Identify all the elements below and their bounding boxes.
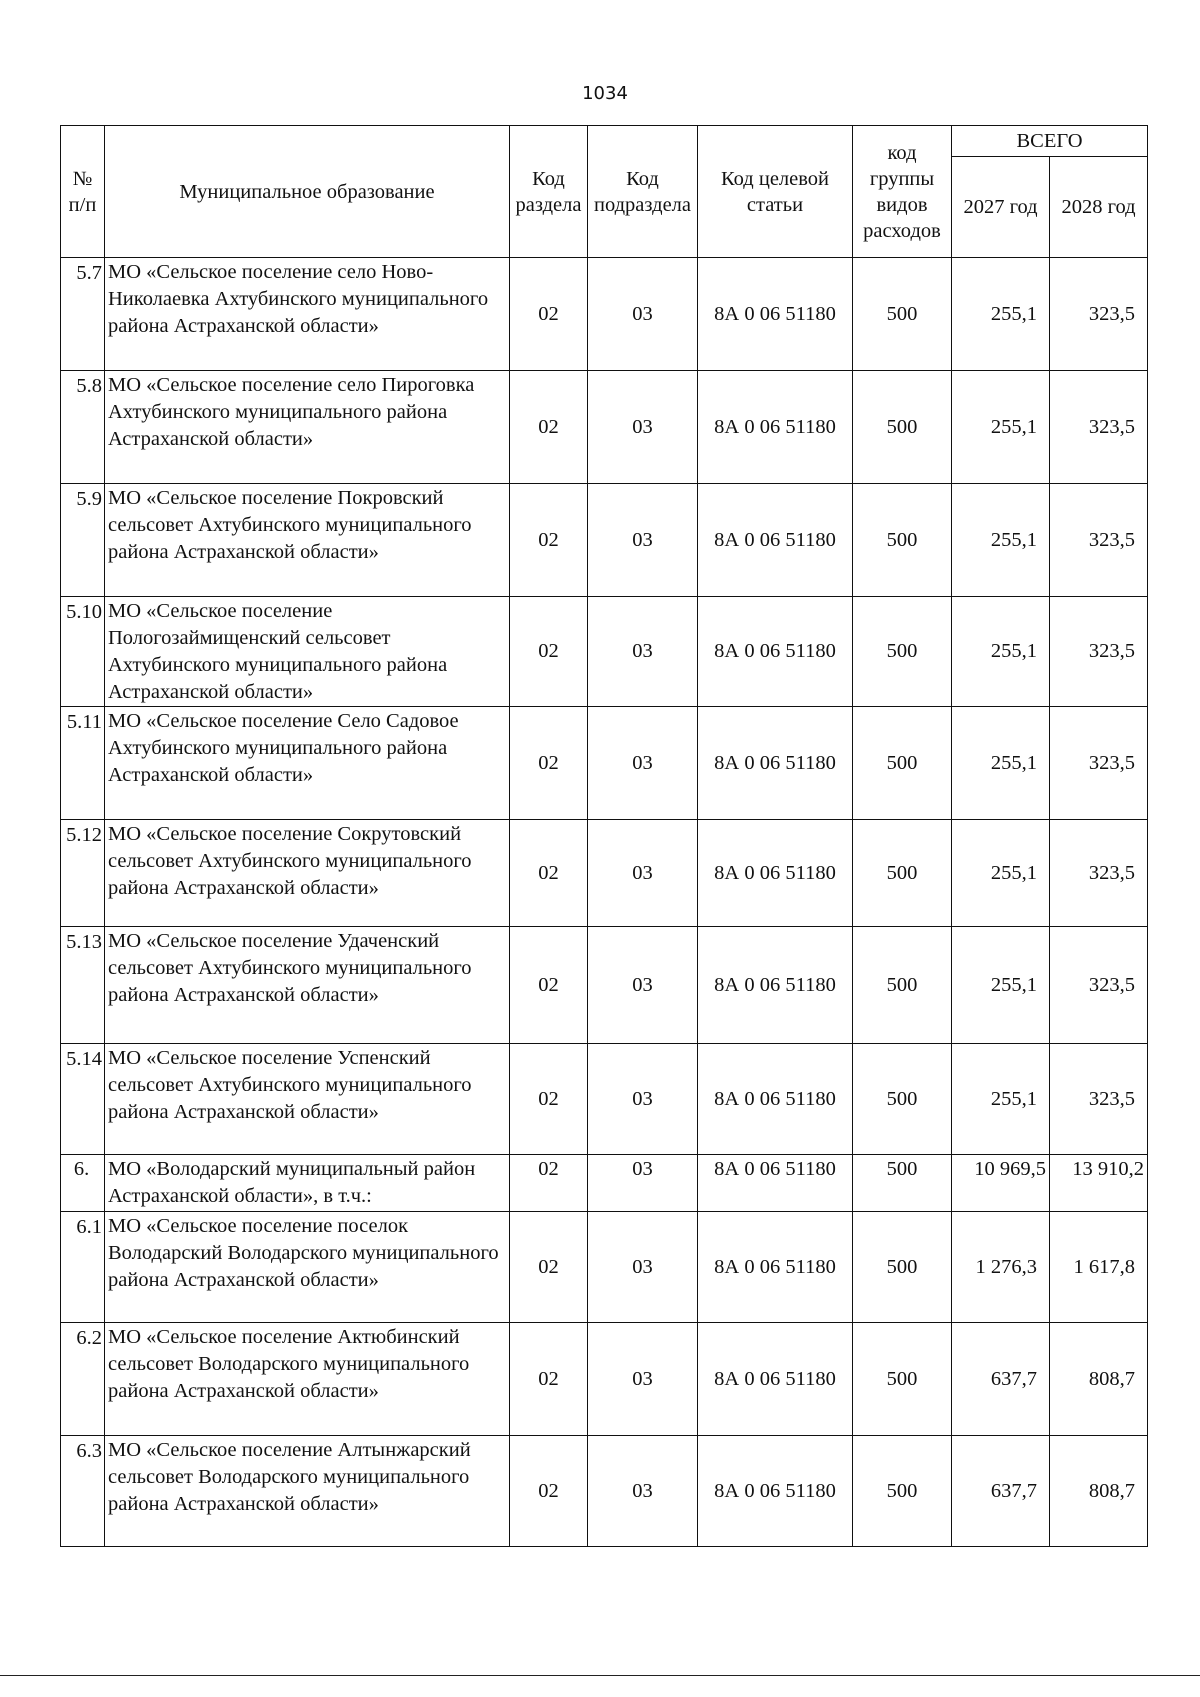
row-name: МО «Сельское поселение Сокрутовский сельсовет Ахтубинского муниципального района Астраханской области» xyxy=(105,820,510,927)
row-name: МО «Сельское поселение село Ново-Николаевка Ахтубинского муниципального района Астраханской области» xyxy=(105,258,510,371)
row-2028: 323,5 xyxy=(1050,484,1148,597)
row-name: МО «Сельское поселение село Пироговка Ахтубинского муниципального района Астраханской области» xyxy=(105,371,510,484)
row-razdel: 02 xyxy=(510,927,588,1044)
budget-table xyxy=(60,125,1148,1547)
table-row xyxy=(61,1436,1148,1547)
row-razdel: 02 xyxy=(510,1323,588,1436)
row-kcs: 8А 0 06 51180 xyxy=(698,484,853,597)
row-num: 5.7 xyxy=(61,258,105,371)
row-kvr: 500 xyxy=(853,707,952,820)
header-kvr: код группы видов расходов xyxy=(853,126,952,258)
row-2028: 323,5 xyxy=(1050,371,1148,484)
header-razdel: Код раздела xyxy=(510,126,588,258)
row-num: 6.2 xyxy=(61,1323,105,1436)
row-kcs: 8А 0 06 51180 xyxy=(698,371,853,484)
row-2027: 255,1 xyxy=(952,707,1050,820)
row-2028: 808,7 xyxy=(1050,1436,1148,1547)
row-kvr: 500 xyxy=(853,1212,952,1323)
row-razdel: 02 xyxy=(510,1212,588,1323)
row-num: 5.10 xyxy=(61,597,105,707)
row-podrazdel: 03 xyxy=(588,1044,698,1155)
row-name: МО «Сельское поселение Село Садовое Ахтубинского муниципального района Астраханской области» xyxy=(105,707,510,820)
row-2028: 13 910,2 xyxy=(1050,1155,1148,1212)
row-num: 5.12 xyxy=(61,820,105,927)
row-kvr: 500 xyxy=(853,258,952,371)
row-podrazdel: 03 xyxy=(588,820,698,927)
row-2027: 255,1 xyxy=(952,258,1050,371)
row-podrazdel: 03 xyxy=(588,1436,698,1547)
header-name: Муниципальное образование xyxy=(105,126,510,258)
row-podrazdel: 03 xyxy=(588,371,698,484)
row-razdel: 02 xyxy=(510,820,588,927)
row-podrazdel: 03 xyxy=(588,484,698,597)
row-2027: 10 969,5 xyxy=(952,1155,1050,1212)
row-kcs: 8А 0 06 51180 xyxy=(698,1044,853,1155)
table-row xyxy=(61,1323,1148,1436)
row-num: 5.14 xyxy=(61,1044,105,1155)
row-name: МО «Сельское поселение Успенский сельсовет Ахтубинского муниципального района Астраханской области» xyxy=(105,1044,510,1155)
row-kvr: 500 xyxy=(853,371,952,484)
header-num: № п/п xyxy=(61,126,105,258)
row-kcs: 8А 0 06 51180 xyxy=(698,597,853,707)
row-razdel: 02 xyxy=(510,258,588,371)
row-kvr: 500 xyxy=(853,820,952,927)
row-razdel: 02 xyxy=(510,1044,588,1155)
row-kvr: 500 xyxy=(853,1436,952,1547)
row-kcs: 8А 0 06 51180 xyxy=(698,258,853,371)
header-2027: 2027 год xyxy=(952,157,1050,258)
row-kvr: 500 xyxy=(853,484,952,597)
row-2027: 255,1 xyxy=(952,927,1050,1044)
row-num: 5.11 xyxy=(61,707,105,820)
table-row-summary xyxy=(61,1155,1148,1212)
row-razdel: 02 xyxy=(510,1436,588,1547)
row-razdel: 02 xyxy=(510,1155,588,1212)
row-2027: 255,1 xyxy=(952,1044,1050,1155)
row-kcs: 8А 0 06 51180 xyxy=(698,1155,853,1212)
header-podrazdel: Код подраздела xyxy=(588,126,698,258)
row-2027: 255,1 xyxy=(952,597,1050,707)
row-name: МО «Сельское поселение поселок Володарский Володарского муниципального района Астраханской области» xyxy=(105,1212,510,1323)
row-razdel: 02 xyxy=(510,597,588,707)
row-2028: 323,5 xyxy=(1050,707,1148,820)
row-podrazdel: 03 xyxy=(588,1155,698,1212)
table-row xyxy=(61,707,1148,820)
row-podrazdel: 03 xyxy=(588,707,698,820)
header-vsego: ВСЕГО xyxy=(952,126,1148,157)
row-kcs: 8А 0 06 51180 xyxy=(698,1436,853,1547)
row-2028: 323,5 xyxy=(1050,927,1148,1044)
row-kvr: 500 xyxy=(853,597,952,707)
row-name: МО «Сельское поселение Пологозаймищенский сельсовет Ахтубинского муниципального района Астраханской области» xyxy=(105,597,510,707)
row-kcs: 8А 0 06 51180 xyxy=(698,1323,853,1436)
row-kvr: 500 xyxy=(853,1044,952,1155)
row-podrazdel: 03 xyxy=(588,1323,698,1436)
row-2028: 323,5 xyxy=(1050,1044,1148,1155)
table-row xyxy=(61,820,1148,927)
row-2027: 1 276,3 xyxy=(952,1212,1050,1323)
row-name: МО «Володарский муниципальный район Астраханской области», в т.ч.: xyxy=(105,1155,510,1212)
row-podrazdel: 03 xyxy=(588,258,698,371)
row-razdel: 02 xyxy=(510,484,588,597)
header-row-1 xyxy=(61,126,1148,157)
row-2027: 637,7 xyxy=(952,1323,1050,1436)
row-podrazdel: 03 xyxy=(588,597,698,707)
row-kvr: 500 xyxy=(853,1323,952,1436)
row-num: 5.8 xyxy=(61,371,105,484)
row-num: 5.13 xyxy=(61,927,105,1044)
page-number: 1034 xyxy=(582,83,628,104)
table-row xyxy=(61,258,1148,371)
row-name: МО «Сельское поселение Удаченский сельсовет Ахтубинского муниципального района Астраханской области» xyxy=(105,927,510,1044)
row-2027: 255,1 xyxy=(952,484,1050,597)
row-num: 6.1 xyxy=(61,1212,105,1323)
row-razdel: 02 xyxy=(510,707,588,820)
table-row xyxy=(61,484,1148,597)
header-kcs: Код целевой статьи xyxy=(698,126,853,258)
row-razdel: 02 xyxy=(510,371,588,484)
row-name: МО «Сельское поселение Покровский сельсовет Ахтубинского муниципального района Астраханской области» xyxy=(105,484,510,597)
row-podrazdel: 03 xyxy=(588,1212,698,1323)
row-podrazdel: 03 xyxy=(588,927,698,1044)
row-2028: 1 617,8 xyxy=(1050,1212,1148,1323)
row-kcs: 8А 0 06 51180 xyxy=(698,820,853,927)
row-2028: 323,5 xyxy=(1050,597,1148,707)
row-2028: 323,5 xyxy=(1050,258,1148,371)
row-2028: 323,5 xyxy=(1050,820,1148,927)
table-row xyxy=(61,371,1148,484)
row-num: 5.9 xyxy=(61,484,105,597)
row-kcs: 8А 0 06 51180 xyxy=(698,1212,853,1323)
row-2027: 255,1 xyxy=(952,820,1050,927)
row-num: 6.3 xyxy=(61,1436,105,1547)
row-kvr: 500 xyxy=(853,927,952,1044)
page-bottom-rule xyxy=(0,1675,1200,1676)
row-2027: 255,1 xyxy=(952,371,1050,484)
table-row xyxy=(61,927,1148,1044)
row-name: МО «Сельское поселение Актюбинский сельсовет Володарского муниципального района Астраханской области» xyxy=(105,1323,510,1436)
row-kcs: 8А 0 06 51180 xyxy=(698,707,853,820)
row-kcs: 8А 0 06 51180 xyxy=(698,927,853,1044)
row-kvr: 500 xyxy=(853,1155,952,1212)
row-name: МО «Сельское поселение Алтынжарский сельсовет Володарского муниципального района Астраханской области» xyxy=(105,1436,510,1547)
header-2028: 2028 год xyxy=(1050,157,1148,258)
table-row xyxy=(61,597,1148,707)
table-row xyxy=(61,1212,1148,1323)
row-2028: 808,7 xyxy=(1050,1323,1148,1436)
table-row xyxy=(61,1044,1148,1155)
row-num: 6. xyxy=(61,1155,105,1212)
row-2027: 637,7 xyxy=(952,1436,1050,1547)
